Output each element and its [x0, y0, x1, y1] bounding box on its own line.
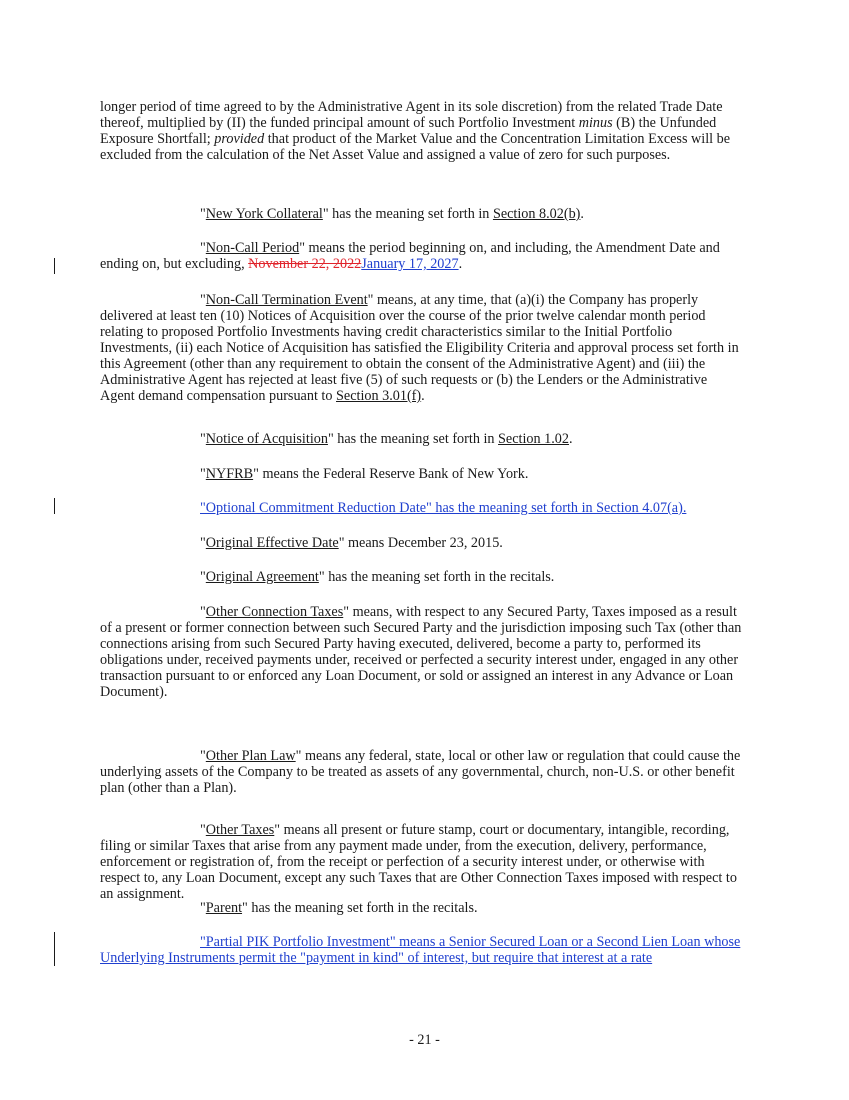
- definition-other-plan-law: "Other Plan Law" means any federal, state, local or other law or regulation that could cause the underlying assets of the Company to be treated as assets of any governmental, church, non-U.S. or other benefit plan (other than a Plan).: [100, 748, 741, 796]
- definition-non-call-termination-event: "Non-Call Termination Event" means, at any time, that (a)(i) the Company has properly delivered at least ten (10) Notices of Acquisition over the course of the prior twelve calendar month period relating to proposed Portfolio Investments having credit characteristics similar to the Initial Portfolio Investments, (ii) each Notice of Acquisition has satisfied the Eligibility Criteria and approval process set forth in this Agreement (other than any requirement to obtain the consent of the Administrative Agent) and (iii) the Administrative Agent has rejected at least five (5) of such requests or (b) the Lenders or the Administrative Agent demand compensation pursuant to Section 3.01(f).: [100, 292, 739, 404]
- defined-term: Original Agreement: [205, 569, 319, 585]
- definition-original-effective-date: "Original Effective Date" means December 23, 2015.: [200, 535, 503, 551]
- defined-term: Parent: [205, 900, 243, 916]
- paragraph-nav-continuation: longer period of time agreed to by the Administrative Agent in its sole discretion) from the related Trade Date thereof, multiplied by (II) the funded principal amount of such Portfolio Investment minus (B) the Unfunded Exposure Shortfall; provided that product of the Market Value and the Concentration Limitation Excess will be excluded from the calculation of the Net Asset Value and assigned a value of zero for such purposes.: [100, 99, 731, 163]
- inserted-text: January 17, 2027: [361, 256, 459, 272]
- defined-term: Notice of Acquisition: [205, 431, 328, 447]
- inserted-text: "Optional Commitment Reduction Date" has the meaning set forth in Section 4.07(a).: [200, 500, 687, 516]
- definition-optional-commitment-reduction-date: [100, 500, 743, 516]
- section-reference: Section 8.02(b): [492, 206, 581, 222]
- definition-partial-pik-portfolio-investment: [100, 934, 743, 966]
- definition-other-taxes: "Other Taxes" means all present or future stamp, court or documentary, intangible, recording, filing or similar Taxes that arise from any payment made under, from the execution, delivery, performance, enforcement or registration of, from the receipt or perfection of a security interest under, or otherwise with respect to, any Loan Document, except any such Taxes that are Other Connection Taxes imposed with respect to an assignment.: [100, 822, 737, 902]
- defined-term: Other Taxes: [205, 822, 275, 838]
- definition-original-agreement: "Original Agreement" has the meaning set forth in the recitals.: [200, 569, 555, 585]
- definition-notice-of-acquisition: "Notice of Acquisition" has the meaning set forth in Section 1.02.: [200, 431, 573, 447]
- definition-nyfrb: "NYFRB" means the Federal Reserve Bank of New York.: [200, 466, 529, 482]
- page-number: - 21 -: [409, 1032, 440, 1048]
- defined-term: New York Collateral: [205, 206, 323, 222]
- section-reference: Section 3.01(f): [336, 388, 422, 404]
- defined-term: Original Effective Date: [205, 535, 339, 551]
- section-reference: Section 1.02: [498, 431, 569, 447]
- change-bar-partial-pik: [54, 932, 55, 966]
- inserted-text: "Partial PIK Portfolio Investment" means a Senior Secured Loan or a Second Lien Loan whose Underlying Instruments permit the "payment in kind" of interest, but require that interest at a rate: [100, 934, 741, 966]
- defined-term: Non-Call Period: [205, 240, 300, 256]
- definition-other-connection-taxes: "Other Connection Taxes" means, with respect to any Secured Party, Taxes imposed as a result of a present or former connection between such Secured Party and the jurisdiction imposing such Tax (other than connections arising from such Secured Party having executed, delivered, become a party to, performed its obligations under, received payments under, received or perfected a security interest under, engaged in any other transaction pursuant to or enforced any Loan Document, or sold or assigned an interest in any Advance or Loan Document).: [100, 604, 742, 700]
- change-bar-optional-commitment: [54, 498, 55, 514]
- deleted-text: November 22, 2022: [248, 256, 362, 272]
- defined-term: Other Plan Law: [205, 748, 296, 764]
- defined-term: NYFRB: [205, 466, 254, 482]
- definition-new-york-collateral: "New York Collateral" has the meaning set forth in Section 8.02(b).: [200, 206, 584, 222]
- change-bar-non-call-period: [54, 258, 55, 274]
- defined-term: Non-Call Termination Event: [205, 292, 368, 308]
- defined-term: Other Connection Taxes: [205, 604, 344, 620]
- definition-parent: "Parent" has the meaning set forth in the recitals.: [200, 900, 478, 916]
- definition-non-call-period: "Non-Call Period" means the period beginning on, and including, the Amendment Date and ending on, but excluding, November 22, 2022January 17, 2027.: [100, 240, 720, 272]
